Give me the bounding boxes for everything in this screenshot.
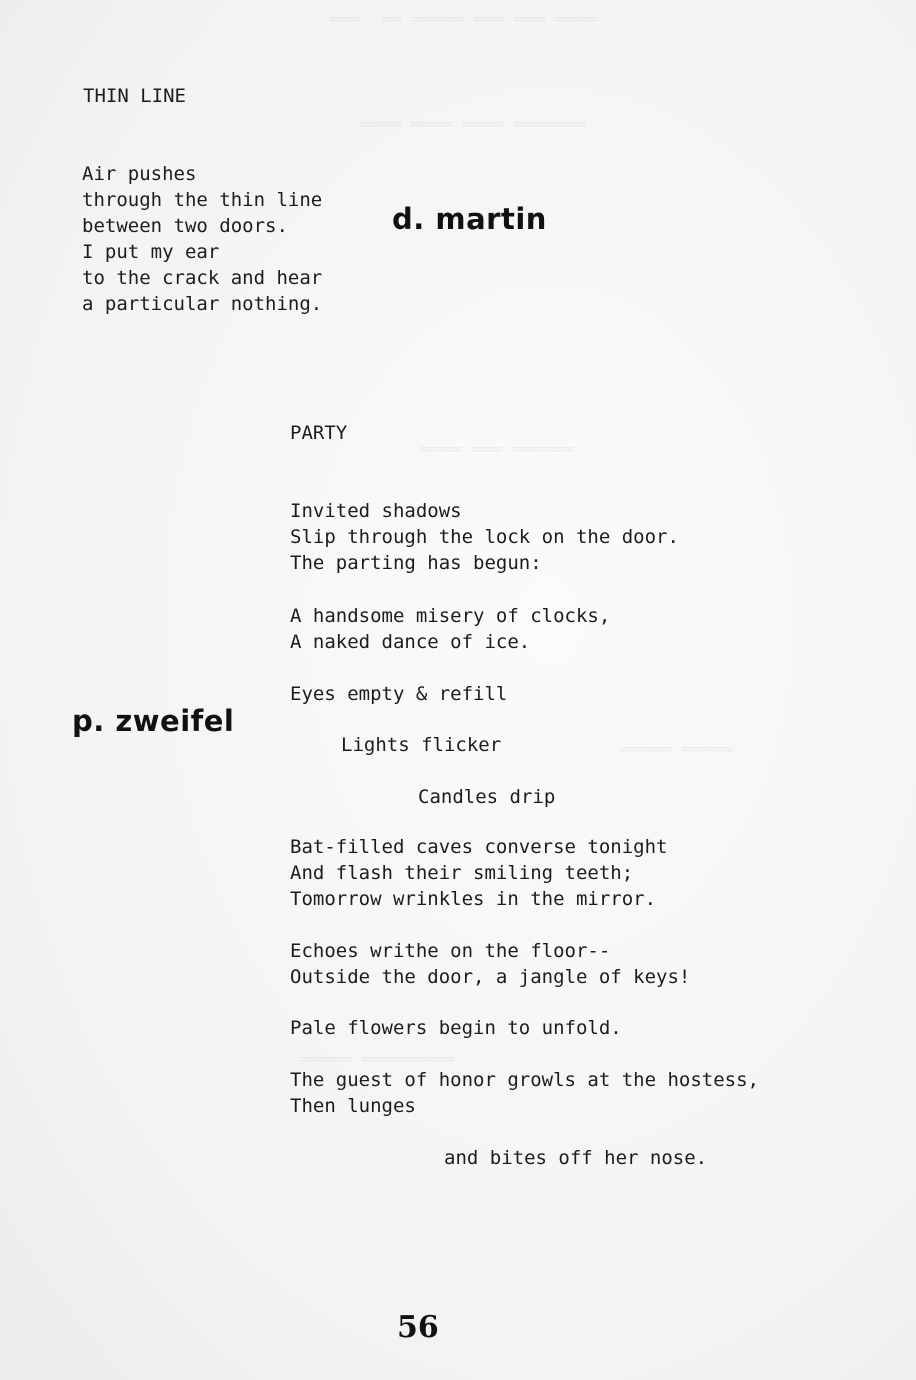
party-stanza-9 (290, 1067, 759, 1119)
poem-line: Eyes empty & refill (290, 683, 508, 705)
poem-line: between two doors. (82, 215, 288, 237)
poem-line: A naked dance of ice. (290, 631, 531, 653)
poem-line: Slip through the lock on the door. (290, 526, 679, 548)
party-stanza-7 (290, 938, 690, 990)
poem-line: to the crack and hear (82, 267, 323, 289)
bleed-through-texture: ════ ═══ ══════ (420, 440, 574, 460)
page-number: 56 (397, 1310, 439, 1345)
poem-line: Invited shadows (290, 500, 462, 522)
poem-line: Lights flicker (341, 734, 502, 756)
poem-line: The parting has begun: (290, 552, 542, 574)
poem-line: Candles drip (418, 786, 556, 808)
party-stanza-1 (290, 498, 679, 576)
author-p-zweifel: p. zweifel (72, 704, 235, 738)
poem-line: Pale flowers begin to unfold. (290, 1017, 622, 1039)
poem-line: I put my ear (82, 241, 220, 263)
party-stanza-2 (290, 603, 610, 655)
poem-line: Then lunges (290, 1095, 416, 1117)
party-stanza-3 (290, 681, 507, 707)
party-stanza-4 (341, 732, 501, 758)
poem-line: A handsome misery of clocks, (290, 605, 611, 627)
poem-line: Tomorrow wrinkles in the mirror. (290, 888, 657, 910)
author-d-martin: d. martin (392, 202, 547, 236)
bleed-through-texture: ════ ════ ════ ═══════ (360, 115, 586, 135)
poem-line: And flash their smiling teeth; (290, 862, 634, 884)
poem-line: Outside the door, a jangle of keys! (290, 966, 691, 988)
party-stanza-8 (290, 1015, 622, 1041)
poem-title-thin-line: THIN LINE (83, 85, 186, 107)
poem-line: The guest of honor growls at the hostess, (290, 1069, 759, 1091)
poem-thin-line-body (82, 161, 322, 317)
poem-line: Echoes writhe on the floor-- (290, 940, 611, 962)
party-stanza-10 (444, 1145, 707, 1171)
party-stanza-6 (290, 834, 668, 912)
poem-line: through the thin line (82, 189, 323, 211)
poem-line: Bat-filled caves converse tonight (290, 836, 668, 858)
poem-title-party: PARTY (290, 422, 348, 444)
poem-line: a particular nothing. (82, 293, 323, 315)
bleed-through-texture: ═════ ═════════ (300, 1050, 454, 1070)
bleed-through-texture: ═══ ══ ═════ ═══ ═══ ════ (330, 10, 597, 30)
poem-line: Air pushes (82, 163, 197, 185)
bleed-through-texture: ═════ ═════ (620, 740, 733, 760)
poem-line: and bites off her nose. (444, 1147, 708, 1169)
party-stanza-5 (418, 784, 555, 810)
